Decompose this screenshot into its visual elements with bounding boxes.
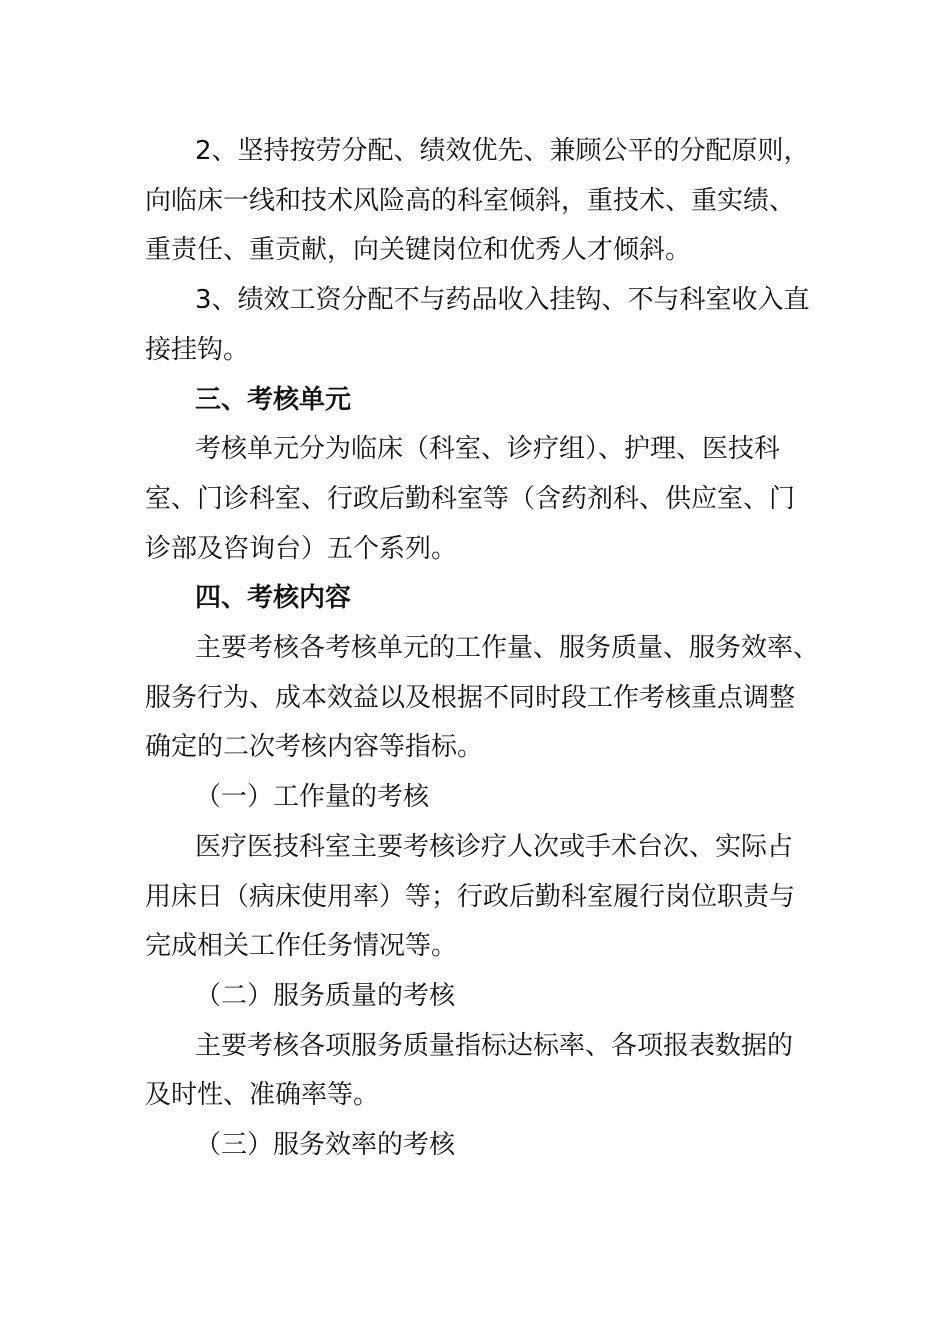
paragraph-line: 主要考核各考核单元的工作量、服务质量、服务效率、 [195, 633, 820, 663]
paragraph-line: 主要考核各项服务质量指标达标率、各项报表数据的 [195, 1031, 794, 1061]
paragraph-line: 服务行为、成本效益以及根据不同时段工作考核重点调整 [145, 683, 796, 713]
paragraph-line: 向临床一线和技术风险高的科室倾斜，重技术、重实绩、 [145, 186, 796, 216]
paragraph-line: 室、门诊科室、行政后勤科室等（含药剂科、供应室、门 [145, 484, 796, 514]
paragraph-line: （三）服务效率的考核 [195, 1130, 456, 1160]
paragraph-line: 确定的二次考核内容等指标。 [145, 732, 484, 762]
paragraph-line: 考核单元分为临床（科室、诊疗组）、护理、医技科 [195, 434, 781, 464]
paragraph-line: （二）服务质量的考核 [195, 981, 456, 1011]
paragraph-line: 用床日（病床使用率）等；行政后勤科室履行岗位职责与 [145, 882, 796, 912]
section-heading: 三、考核单元 [195, 385, 352, 415]
section-heading: 四、考核内容 [195, 583, 352, 613]
paragraph-line: （一）工作量的考核 [195, 782, 430, 812]
paragraph-line: 诊部及咨询台）五个系列。 [145, 534, 458, 564]
paragraph-line: 及时性、准确率等。 [145, 1080, 380, 1110]
paragraph-line: 3、绩效工资分配不与药品收入挂钩、不与科室收入直 [195, 285, 810, 315]
paragraph-line: 接挂钩。 [145, 335, 250, 365]
paragraph-line: 医疗医技科室主要考核诊疗人次或手术台次、实际占 [195, 832, 794, 862]
paragraph-line: 重责任、重贡献，向关键岗位和优秀人才倾斜。 [145, 235, 692, 265]
paragraph-line: 2、坚持按劳分配、绩效优先、兼顾公平的分配原则， [195, 136, 810, 166]
paragraph-line: 完成相关工作任务情况等。 [145, 931, 458, 961]
